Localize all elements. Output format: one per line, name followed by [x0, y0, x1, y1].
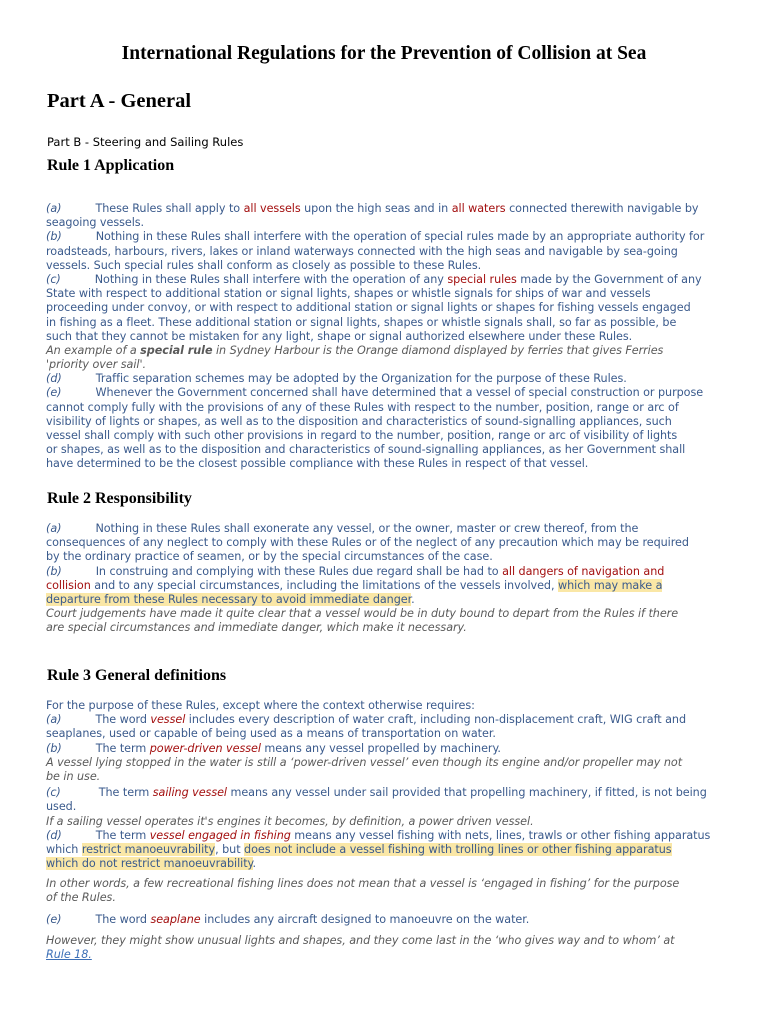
text-line: roadsteads, harbours, rivers, lakes or inland waterways connected with the high seas and navigable by sea-going	[46, 244, 678, 258]
text-line: used.	[46, 800, 77, 814]
text: The word	[95, 713, 151, 727]
text: The word	[95, 912, 151, 926]
keyword: power-driven vessel	[149, 741, 261, 755]
text-line: have determined to be the closest possible compliance with these Rules in respect of that vessel.	[46, 457, 589, 471]
note-line: of the Rules.	[46, 891, 116, 905]
text: .	[252, 857, 257, 871]
keyword: vessel	[150, 713, 186, 727]
keyword: all dangers of navigation and	[502, 564, 665, 578]
clause-label: (c)	[46, 786, 61, 800]
text: upon the high seas and in	[300, 202, 452, 215]
text: Traffic separation schemes may be adopted by the Organization for the purpose of these Rules.	[95, 372, 627, 386]
note-line: 'priority over sail'.	[46, 358, 146, 372]
rule-1-d-line	[46, 372, 726, 386]
text: means any vessel propelled by machinery.	[260, 741, 501, 755]
clause-label: (b)	[46, 741, 62, 755]
text-line: or shapes, as well as to the disposition and characteristics of sound-signalling appliances, as her Government shall	[46, 443, 686, 457]
note-line: are special circumstances and immediate danger, which make it necessary.	[46, 621, 467, 635]
clause-label: (a)	[46, 202, 62, 215]
text: In construing and complying with these Rules due regard shall be had to	[95, 564, 503, 578]
clause-label: (c)	[46, 272, 61, 286]
note-line: Court judgements have made it quite clear that a vessel would be in duty bound to depart from the Rules if there	[46, 607, 679, 621]
text: The term	[95, 828, 150, 842]
text-line	[46, 843, 726, 857]
text-line: in fishing as a fleet. These additional station or signal lights, shapes or whistle signals shall, so far as possible, be	[46, 315, 677, 329]
text-line	[46, 579, 726, 593]
clause-label: (e)	[46, 912, 62, 926]
text: which	[46, 842, 82, 856]
text-line: seaplanes, used or capable of being used as a means of transportation on water.	[46, 727, 496, 741]
keyword: sailing vessel	[152, 786, 227, 800]
text-line: proceeding under convoy, or with respect to additional station or signal lights or shapes for fishing vessels engaged	[46, 301, 691, 315]
highlight: does not include a vessel fishing with trolling lines or other fishing apparatus	[244, 842, 672, 856]
rule-3-a-line	[46, 713, 726, 727]
clause-label: (e)	[46, 386, 62, 400]
document-title: International Regulations for the Prevention of Collision at Sea	[121, 43, 647, 64]
clause-label: (b)	[46, 230, 62, 244]
note-line: If a sailing vessel operates it's engines it becomes, by definition, a power driven vessel.	[46, 814, 534, 828]
part-a-heading: Part A - General	[47, 90, 192, 112]
text: , but	[215, 842, 245, 856]
text: Nothing in these Rules shall interfere with the operation of special rules made by an appropriate authority for	[95, 230, 705, 244]
rule-1-c-line	[46, 273, 726, 287]
text: .	[411, 592, 415, 606]
rule-1-body	[46, 202, 726, 472]
text-line: seagoing vessels.	[46, 216, 145, 230]
clause-label: (b)	[46, 564, 62, 578]
rule-3-d-line	[46, 829, 726, 843]
text: The term	[98, 786, 153, 800]
text: An example of a	[46, 343, 141, 357]
highlight: which may make a	[558, 578, 663, 592]
text-line	[46, 857, 726, 871]
rule-3-c-line	[46, 786, 726, 800]
rule-2-b-line	[46, 565, 726, 579]
clause-label: (d)	[46, 828, 62, 842]
text: means any vessel under sail provided that propelling machinery, if fitted, is not being	[227, 786, 707, 800]
note-line	[46, 344, 726, 358]
keyword: seaplane	[150, 912, 201, 926]
rule-2-body	[46, 522, 726, 636]
rule-3-e-line	[46, 913, 726, 927]
text-line: consequences of any neglect to comply with these Rules or of the neglect of any precaution which may be required	[46, 536, 689, 550]
rule-1-b-line	[46, 230, 726, 244]
keyword: special rules	[447, 272, 517, 286]
keyword: collision	[46, 578, 91, 592]
note-line: However, they might show unusual lights and shapes, and they come last in the ‘who gives way and to whom’ at	[46, 933, 675, 947]
rule-3-b-line	[46, 742, 726, 756]
text: made by the Government of any	[516, 272, 702, 286]
part-b-heading: Part B - Steering and Sailing Rules	[47, 135, 244, 149]
note-line: be in use.	[46, 769, 101, 783]
text: and to any special circumstances, including the limitations of the vessels involved,	[90, 578, 558, 592]
clause-label: (a)	[46, 522, 62, 535]
text-line: vessel shall comply with such other provisions in regard to the number, position, range or arc of visibility of lights	[46, 429, 678, 442]
text: connected therewith navigable by	[505, 202, 699, 215]
rule-2-a-line	[46, 522, 726, 536]
text-line: visibility of lights or shapes, as well as to the disposition and characteristics of sound-signalling appliances, such	[46, 414, 672, 428]
text-line: such that they cannot be mistaken for any light, shape or signal authorized elsewhere under these Rules.	[46, 329, 633, 343]
emphasis: special rule	[140, 343, 213, 357]
rule-18-link[interactable]: Rule 18.	[46, 948, 92, 961]
highlight: which do not restrict manoeuvrability	[46, 857, 253, 871]
text: These Rules shall apply to	[95, 202, 244, 215]
text-line: For the purpose of these Rules, except where the context otherwise requires:	[46, 699, 475, 712]
highlight: departure from these Rules necessary to avoid immediate danger	[46, 592, 412, 606]
clause-label: (a)	[46, 713, 62, 727]
text-line: vessels. Such special rules shall conform as closely as possible to these Rules.	[46, 258, 482, 272]
text-line	[46, 948, 726, 962]
text-line	[46, 593, 726, 607]
note-line: A vessel lying stopped in the water is still a ‘power-driven vessel’ even though its engine and/or propeller may not	[46, 755, 683, 769]
rule-1-e-line	[46, 386, 726, 400]
keyword: vessel engaged in fishing	[149, 828, 291, 842]
text: means any vessel fishing with nets, lines, trawls or other fishing apparatus	[290, 828, 711, 842]
text-line: by the ordinary practice of seamen, or by the special circumstances of the case.	[46, 550, 493, 564]
rule-1-heading: Rule 1 Application	[47, 157, 175, 174]
text-line: State with respect to additional station or signal lights, shapes or whistle signals for ships of war and vessels	[46, 287, 651, 301]
keyword: all vessels	[243, 202, 301, 215]
rule-3-body	[46, 699, 726, 962]
keyword: all waters	[451, 202, 506, 215]
rule-3-heading: Rule 3 General definitions	[47, 667, 227, 684]
rule-1-a-line	[46, 202, 726, 216]
text-line: cannot comply fully with the provisions of any of these Rules with respect to the number, position, range or arc of	[46, 400, 679, 414]
text: Whenever the Government concerned shall have determined that a vessel of special construction or purpose	[95, 386, 704, 400]
note-line: In other words, a few recreational fishing lines does not mean that a vessel is ‘engaged in fishing’ for the purpose	[46, 877, 680, 891]
text: includes any aircraft designed to manoeuvre on the water.	[200, 912, 530, 926]
text: Nothing in these Rules shall exonerate any vessel, or the owner, master or crew thereof, from the	[95, 522, 639, 535]
clause-label: (d)	[46, 372, 62, 386]
text: includes every description of water craft, including non-displacement craft, WIG craft and	[185, 713, 687, 727]
text: The term	[95, 741, 150, 755]
text: Nothing in these Rules shall interfere with the operation of any	[94, 272, 448, 286]
highlight: restrict manoeuvrability	[81, 842, 216, 856]
rule-2-heading: Rule 2 Responsibility	[47, 490, 192, 507]
text: in Sydney Harbour is the Orange diamond displayed by ferries that gives Ferries	[212, 343, 664, 357]
